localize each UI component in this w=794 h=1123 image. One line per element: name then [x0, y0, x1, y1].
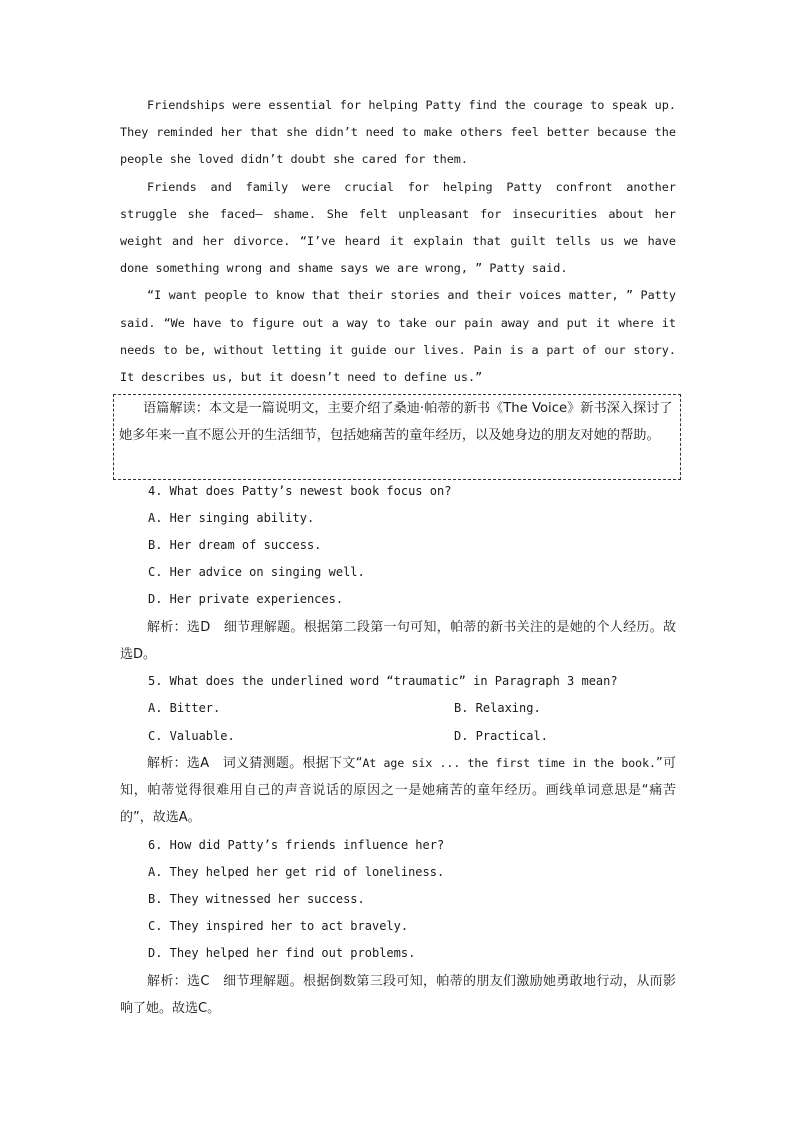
q5-analysis-quote: At age six ... the first time in the book. — [362, 756, 656, 770]
q5-analysis-post: ”可知，帕蒂觉得很难用自己的声音说话的原因之一是她痛苦的童年经历。画线单词意思是“痛苦的”，故选A。 — [120, 756, 676, 825]
summary-text: 语篇解读：本文是一篇说明文，主要介绍了桑迪·帕蒂的新书《The Voice》新书深入探讨了她多年来一直不愿公开的生活细节，包括她痛苦的童年经历，以及她身边的朋友对她的帮助。 — [119, 401, 673, 443]
passage-paragraph-3: “I want people to know that their stories and their voices matter, ” Patty said. “We have to figure out a way to take our pain away and put it where it needs to be, without letting it guide our lives. Pain is a part of our story. It describes us, but it doesn’t need to define us.” — [120, 288, 676, 385]
passage — [120, 92, 676, 391]
q5-option-b: B. Relaxing. — [454, 701, 541, 715]
q5-option-c: C. Valuable. — [148, 729, 235, 743]
summary-box — [113, 394, 681, 480]
question-5: 5. What does the underlined word “traumatic” in Paragraph 3 mean? — [148, 674, 618, 688]
q5-analysis — [120, 750, 676, 831]
q4-analysis-text: 解析：选D 细节理解题。根据第二段第一句可知，帕蒂的新书关注的是她的个人经历。故选D。 — [120, 620, 676, 662]
question-6: 6. How did Patty’s friends influence her? — [148, 838, 445, 852]
q6-option-c: C. They inspired her to act bravely. — [148, 919, 409, 933]
q4-analysis — [120, 614, 676, 668]
q4-option-a: A. Her singing ability. — [148, 511, 315, 525]
q4-option-d: D. Her private experiences. — [148, 592, 344, 606]
passage-paragraph-1: Friendships were essential for helping Patty find the courage to speak up. They reminded her that she didn’t need to make others feel better because the people she loved didn’t doubt she cared for them. — [120, 98, 676, 167]
q5-option-a: A. Bitter. — [148, 701, 221, 715]
question-4: 4. What does Patty’s newest book focus on? — [148, 484, 452, 498]
q6-option-d: D. They helped her find out problems. — [148, 946, 416, 960]
q5-analysis-text — [120, 750, 676, 831]
q5-analysis-pre: 解析：选A 词义猜测题。根据下文“ — [147, 756, 363, 771]
q6-analysis — [120, 968, 676, 1022]
q6-analysis-text: 解析：选C 细节理解题。根据倒数第三段可知，帕蒂的朋友们激励她勇敢地行动，从而影响了她。故选C。 — [120, 974, 676, 1016]
passage-paragraph-2: Friends and family were crucial for helping Patty confront another struggle she faced— shame. She felt unpleasant for insecurities about her weight and her divorce. “I’ve heard it explain that guilt tells us we have done something wrong and shame says we are wrong, ” Patty said. — [120, 179, 676, 276]
q4-option-c: C. Her advice on singing well. — [148, 565, 365, 579]
q6-option-b: B. They witnessed her success. — [148, 892, 365, 906]
q6-option-a: A. They helped her get rid of loneliness. — [148, 865, 445, 879]
q4-option-b: B. Her dream of success. — [148, 538, 322, 552]
q5-option-d: D. Practical. — [454, 729, 548, 743]
